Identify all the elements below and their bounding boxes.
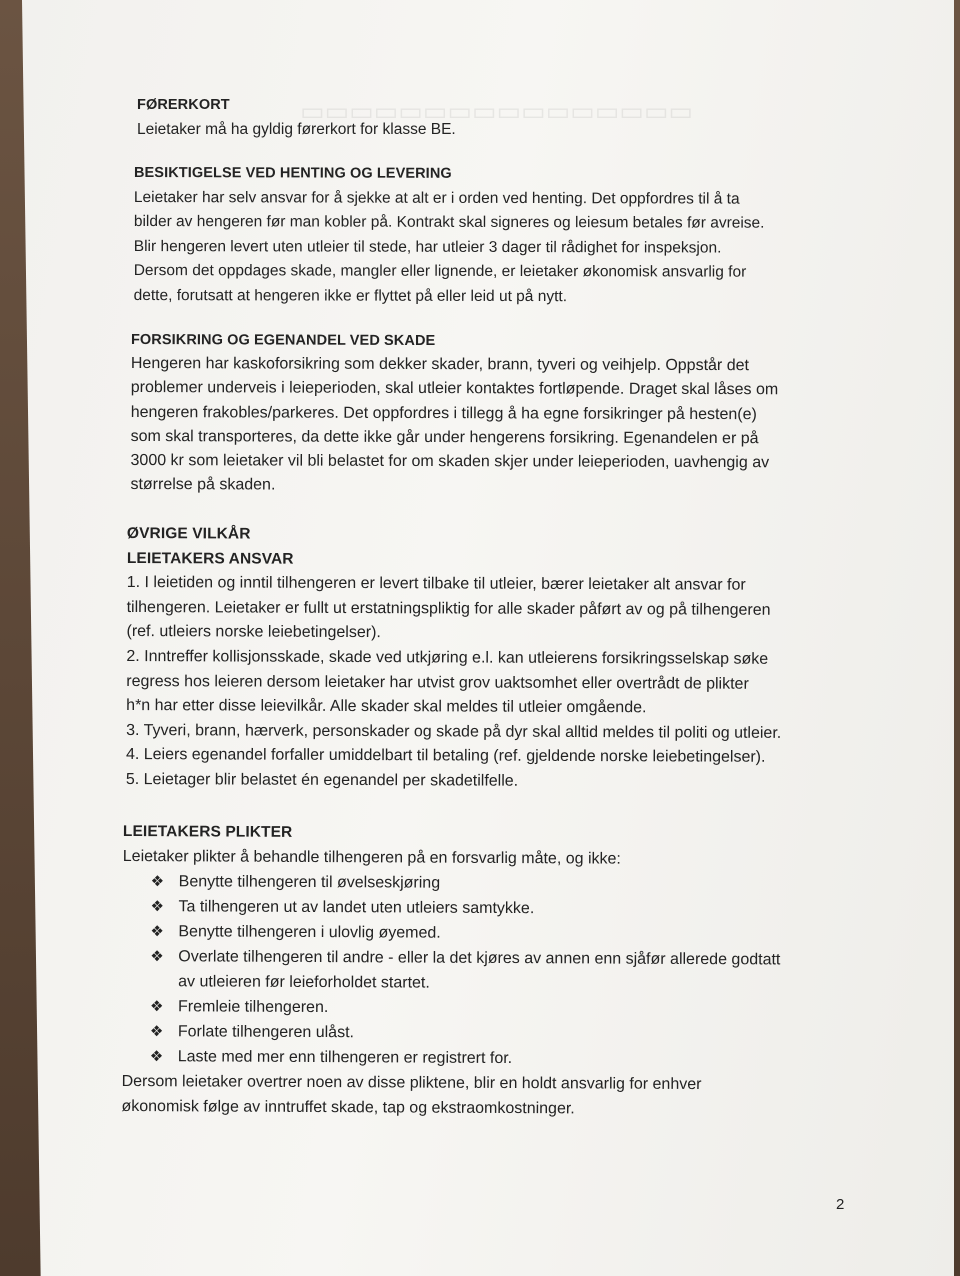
list-item-text: Overlate tilhengeren til andre - eller la det kjøres av annen enn sjåfør allerede godtatt <box>178 948 781 969</box>
paragraph-line: 3000 kr som leietaker vil bli belastet for om skaden skjer under leieperioden, uavhengig av <box>130 452 770 472</box>
section-heading: FORSIKRING OG EGENANDEL VED SKADE <box>130 331 436 350</box>
paragraph-line: (ref. utleiers norske leiebetingelser). <box>126 623 381 642</box>
section-heading: LEIETAKERS PLIKTER <box>122 822 293 841</box>
section-forerkort <box>137 93 456 142</box>
list-item-text: Laste med mer enn tilhengeren er registrert for. <box>177 1048 513 1068</box>
diamond-bullet-icon: ❖ <box>150 923 164 941</box>
section-subheading: LEIETAKERS ANSVAR <box>126 549 294 568</box>
list-item <box>149 869 781 897</box>
paragraph-line: regress hos leieren dersom leietaker har utvist grov uaktsomhet eller overtrådt de plikter <box>126 672 749 693</box>
list-item-text: Fremleie tilhengeren. <box>177 998 329 1017</box>
paragraph-line: Leietaker plikter å behandle tilhengeren på en forsvarlig måte, og ikke: <box>122 847 621 868</box>
list-item <box>148 1044 780 1072</box>
paragraph-line: h*n har etter disse leievilkår. Alle skader skal meldes til utleier omgående. <box>126 697 647 717</box>
paragraph-line: dette, forutsatt at hengeren ikke er flyttet på eller leid ut på nytt. <box>133 286 568 305</box>
paragraph-line: Leietaker har selv ansvar for å sjekke at alt er i orden ved henting. Det oppfordres til å ta <box>133 188 740 208</box>
page-number: 2 <box>836 1196 845 1213</box>
paragraph-line: tilhengeren. Leietaker er fullt ut erstatningspliktig for alle skader påført av og på tilhengeren <box>126 598 771 619</box>
show-through-decoration: ▭▭▭▭▭▭▭▭▭▭▭▭▭▭▭▭ <box>300 96 694 126</box>
paragraph-line: bilder av hengeren før man kobler på. Kontrakt skal signeres og leiesum betales før avreise. <box>133 212 765 232</box>
paragraph-line: 1. I leietiden og inntil tilhengeren er levert tilbake til utleier, bærer leietaker alt ansvar for <box>126 574 746 594</box>
paragraph-line: 2. Inntreffer kollisjonsskade, skade ved utkjøring e.l. kan utleierens forsikringsselskap søke <box>126 647 769 668</box>
paragraph-line: Dersom leietaker overtrer noen av disse pliktene, blir en holdt ansvarlig for enhver <box>121 1072 702 1094</box>
paragraph-line: 3. Tyveri, brann, hærverk, personskader og skade på dyr skal alltid meldes til politi og utleier. <box>126 721 782 742</box>
diamond-bullet-icon: ❖ <box>149 998 164 1016</box>
list-item-text: Forlate tilhengeren ulåst. <box>177 1023 355 1042</box>
list-item-text-continued: av utleieren før leieforholdet startet. <box>178 973 430 992</box>
obligation-list <box>122 869 781 1072</box>
list-item <box>148 894 780 922</box>
paragraph-line: 4. Leiers egenandel forfaller umiddelbart til betaling (ref. gjeldende norske leiebetingelser). <box>125 746 766 767</box>
diamond-bullet-icon: ❖ <box>150 898 165 916</box>
section-besiktigelse <box>134 161 765 310</box>
section-heading: ØVRIGE VILKÅR <box>126 525 251 543</box>
paragraph-line: størrelse på skaden. <box>130 476 276 494</box>
paragraph-line: hengeren frakobles/parkeres. Det oppfordres i tillegg å ha egne forsikringer på hesten(e) <box>130 403 757 423</box>
paragraph-line: 5. Leietager blir belastet én egenandel per skadetilfelle. <box>125 770 519 790</box>
diamond-bullet-icon: ❖ <box>150 873 165 891</box>
diamond-bullet-icon: ❖ <box>150 948 164 966</box>
section-heading: FØRERKORT <box>137 97 230 113</box>
list-item-text: Benytte tilhengeren i ulovlig øyemed. <box>178 923 441 942</box>
paragraph-line: Blir hengeren levert uten utleier til stede, har utleier 3 dager til rådighet for inspeksjon. <box>133 237 722 257</box>
section-ovrige-vilkar <box>126 522 782 795</box>
diamond-bullet-icon: ❖ <box>149 1048 164 1066</box>
paragraph-line: økonomisk følge av inntruffet skade, tap og ekstraomkostninger. <box>121 1097 575 1118</box>
diamond-bullet-icon: ❖ <box>149 1023 164 1041</box>
list-item <box>148 1019 780 1047</box>
section-forsikring <box>130 328 778 500</box>
list-item-text: Benytte tilhengeren til øvelseskjøring <box>178 873 441 892</box>
section-leietakers-plikter <box>121 819 781 1122</box>
paragraph-line: Dersom det oppdages skade, mangler eller lignende, er leietaker økonomisk ansvarlig for <box>133 261 747 281</box>
list-item <box>148 994 780 1022</box>
paragraph-line: Hengeren har kaskoforsikring som dekker skader, brann, tyveri og veihjelp. Oppstår det <box>130 355 749 375</box>
list-item <box>148 919 780 947</box>
paragraph-line: problemer underveis i leieperioden, skal utleier kontaktes fortløpende. Draget skal låses om <box>130 379 779 399</box>
list-item-text: Ta tilhengeren ut av landet uten utleiers samtykke. <box>178 898 535 918</box>
section-heading: BESIKTIGELSE VED HENTING OG LEVERING <box>133 164 452 182</box>
list-item <box>148 944 780 997</box>
paragraph-line: Leietaker må ha gyldig førerkort for klasse BE. <box>137 120 456 138</box>
paragraph-line: som skal transporteres, da dette ikke går under hengerens forsikring. Egenandelen er på <box>130 427 759 448</box>
